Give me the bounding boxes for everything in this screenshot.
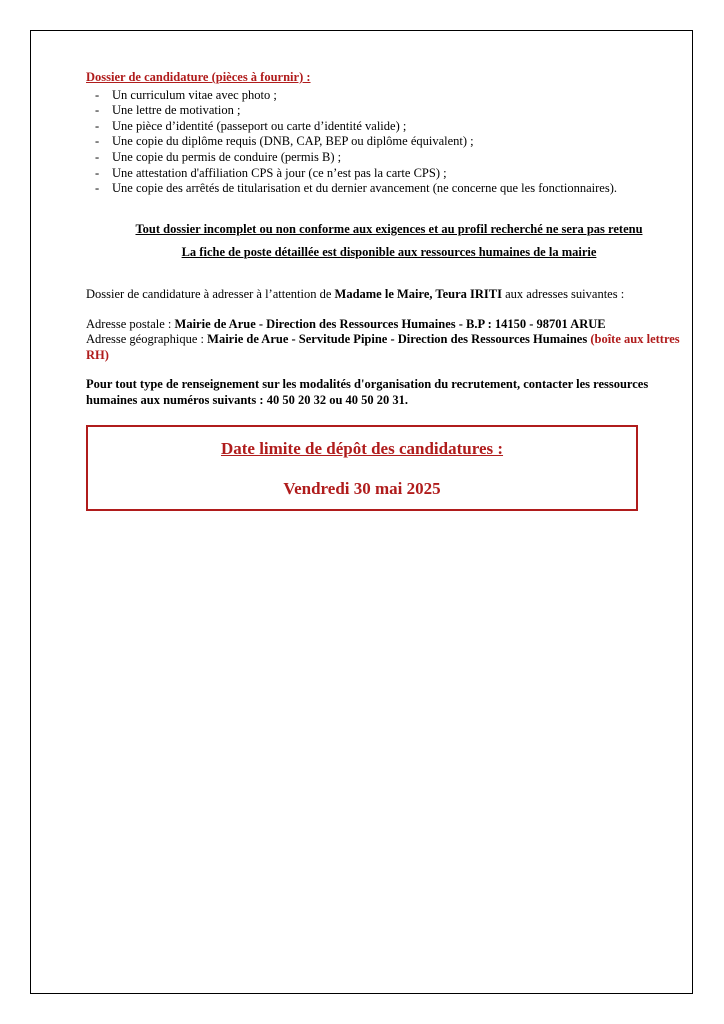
pieces-list — [86, 88, 692, 197]
adresser-suffix: aux adresses suivantes : — [501, 286, 625, 301]
contact-paragraph: Pour tout type de renseignement sur les modalités d'organisation du recrutement, contacter les ressources humaines aux numéros suivants : 40 50 20 32 ou 40 50 20 31. — [86, 377, 649, 407]
list-item: - Une pièce d’identité (passeport ou carte d’identité valide) ; — [86, 119, 692, 135]
section-title: Dossier de candidature (pièces à fournir) : — [86, 70, 311, 84]
deadline-title: Date limite de dépôt des candidatures : — [220, 439, 504, 458]
adresse-postale-label: Adresse postale : — [86, 316, 175, 331]
adresse-postale-value: Mairie de Arue - Direction des Ressources Humaines - B.P : 14150 - 98701 ARUE — [174, 316, 606, 331]
adresse-postale — [86, 317, 692, 333]
deadline-box — [86, 425, 638, 511]
adresse-geographique — [86, 332, 692, 363]
list-item: - Une copie du diplôme requis (DNB, CAP, BEP ou diplôme équivalent) ; — [86, 134, 692, 150]
notice-incomplete: Tout dossier incomplet ou non conforme aux exigences et au profil recherché ne sera pas retenu — [135, 221, 643, 236]
list-item: - Une lettre de motivation ; — [86, 103, 692, 119]
list-item: - Une copie du permis de conduire (permis B) ; — [86, 150, 692, 166]
adresser-prefix: Dossier de candidature à adresser à l’attention de — [86, 286, 335, 301]
adresse-geo-label: Adresse géographique : — [86, 332, 208, 347]
list-item: - Un curriculum vitae avec photo ; — [86, 88, 692, 104]
adresse-geo-note: (boîte aux lettres RH) — [86, 332, 680, 362]
adresse-geo-value: Mairie de Arue - Servitude Pipine - Direction des Ressources Humaines — [207, 332, 588, 347]
list-item: - Une copie des arrêtés de titularisation et du dernier avancement (ne concerne que les fonctionnaires). — [86, 181, 692, 197]
list-item: - Une attestation d'affiliation CPS à jour (ce n’est pas la carte CPS) ; — [86, 166, 692, 182]
mayor-name: Madame le Maire, Teura IRITI — [334, 286, 502, 301]
notice-fiche-de-poste: La fiche de poste détaillée est disponible aux ressources humaines de la mairie — [181, 245, 597, 260]
document-body — [86, 70, 692, 421]
deadline-date: Vendredi 30 mai 2025 — [283, 479, 441, 498]
adresser-paragraph — [86, 287, 692, 303]
